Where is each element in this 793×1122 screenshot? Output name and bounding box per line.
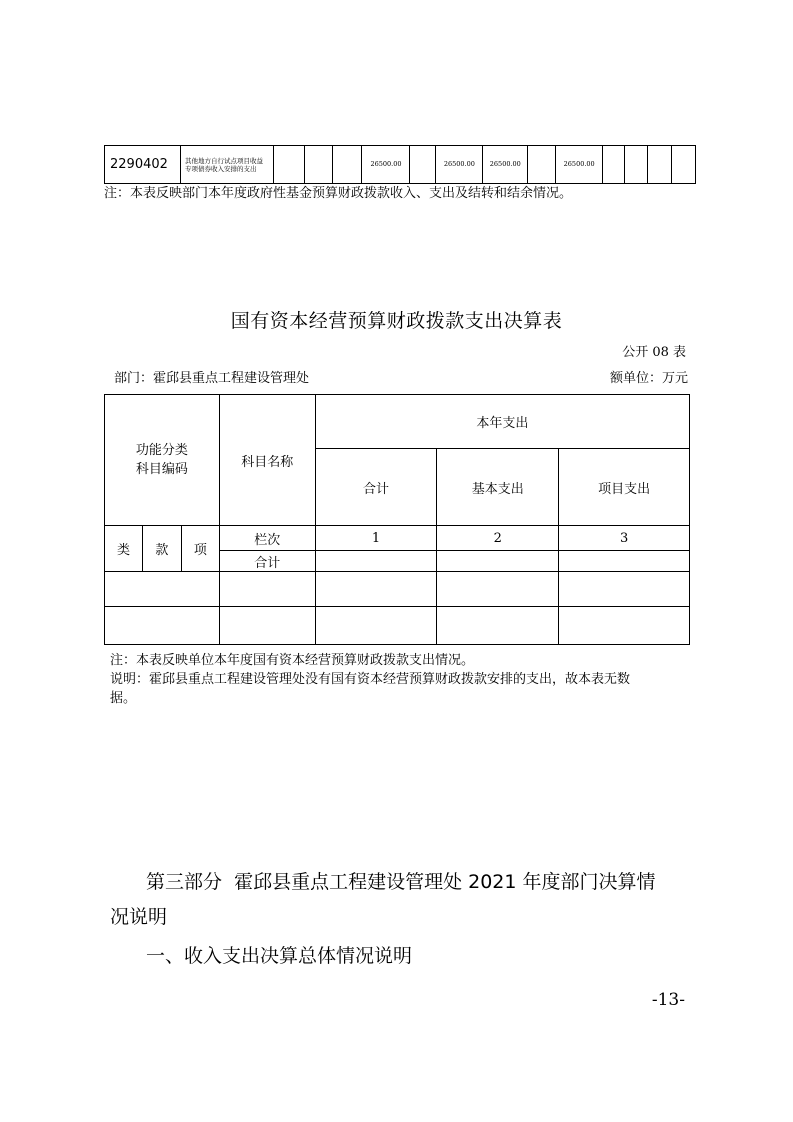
empty-cell <box>105 572 220 607</box>
value-cell <box>648 146 672 184</box>
explanation-tail: 据。 <box>110 691 137 706</box>
col-number-2: 2 <box>437 526 559 551</box>
explanation-line: 说明：霍邱县重点工程建设管理处没有国有资本经营预算财政拨款安排的支出，故本表无数 <box>110 672 631 687</box>
empty-cell <box>437 607 559 645</box>
value-cell <box>304 146 332 184</box>
expense-table <box>104 394 690 645</box>
value-cell <box>625 146 648 184</box>
note-bottom: 注：本表反映单位本年度国有资本经营预算财政拨款支出情况。 <box>110 653 475 668</box>
empty-cell <box>219 607 315 645</box>
section-title: 第三部分 霍邱县重点工程建设管理处 2021 年度部门决算情 <box>146 871 656 893</box>
project-expense-header: 项目支出 <box>559 449 690 526</box>
value-cell <box>332 146 362 184</box>
form-number: 公开 08 表 <box>622 345 686 360</box>
basic-expense-header: 基本支出 <box>437 449 559 526</box>
empty-cell <box>315 607 437 645</box>
value-cell <box>603 146 625 184</box>
value-cell: 26500.00 <box>436 146 483 184</box>
value-cell <box>273 146 304 184</box>
func-class-header: 功能分类 科目编码 <box>105 395 220 526</box>
empty-cell <box>219 572 315 607</box>
value-cell: 26500.00 <box>483 146 528 184</box>
empty-cell <box>559 607 690 645</box>
col-number-1: 1 <box>315 526 437 551</box>
value-cell: 26500.00 <box>362 146 410 184</box>
unit-label: 额单位：万元 <box>609 371 688 386</box>
xiang-header: 项 <box>181 526 219 572</box>
lei-header: 类 <box>105 526 143 572</box>
subject-code-cell: 2290402 <box>105 146 181 184</box>
value-cell <box>410 146 436 184</box>
sum-label: 合计 <box>219 551 315 572</box>
total-header: 合计 <box>315 449 437 526</box>
value-cell <box>671 146 695 184</box>
value-cell: 26500.00 <box>556 146 603 184</box>
empty-cell <box>559 572 690 607</box>
page-title: 国有资本经营预算财政拨款支出决算表 <box>230 310 563 332</box>
empty-cell <box>437 572 559 607</box>
lanci-label: 栏次 <box>219 526 315 551</box>
year-expense-header: 本年支出 <box>315 395 689 449</box>
department-label: 部门：霍邱县重点工程建设管理处 <box>114 371 310 386</box>
subject-name-header: 科目名称 <box>219 395 315 526</box>
subsection-title: 一、收入支出决算总体情况说明 <box>146 945 413 967</box>
subject-name-cell: 其他地方自行试点项目收益专项债券收入安排的支出 <box>180 146 273 184</box>
empty-cell <box>315 572 437 607</box>
value-cell <box>528 146 556 184</box>
previous-table-fragment <box>104 145 696 184</box>
sum-basic-cell <box>437 551 559 572</box>
section-title-continued: 况说明 <box>110 906 168 928</box>
note-top: 注：本表反映部门本年度政府性基金预算财政拨款收入、支出及结转和结余情况。 <box>104 186 573 201</box>
col-number-3: 3 <box>559 526 690 551</box>
kuan-header: 款 <box>142 526 181 572</box>
page-number: -13- <box>651 990 685 1010</box>
sum-project-cell <box>559 551 690 572</box>
empty-cell <box>105 607 220 645</box>
sum-total-cell <box>315 551 437 572</box>
